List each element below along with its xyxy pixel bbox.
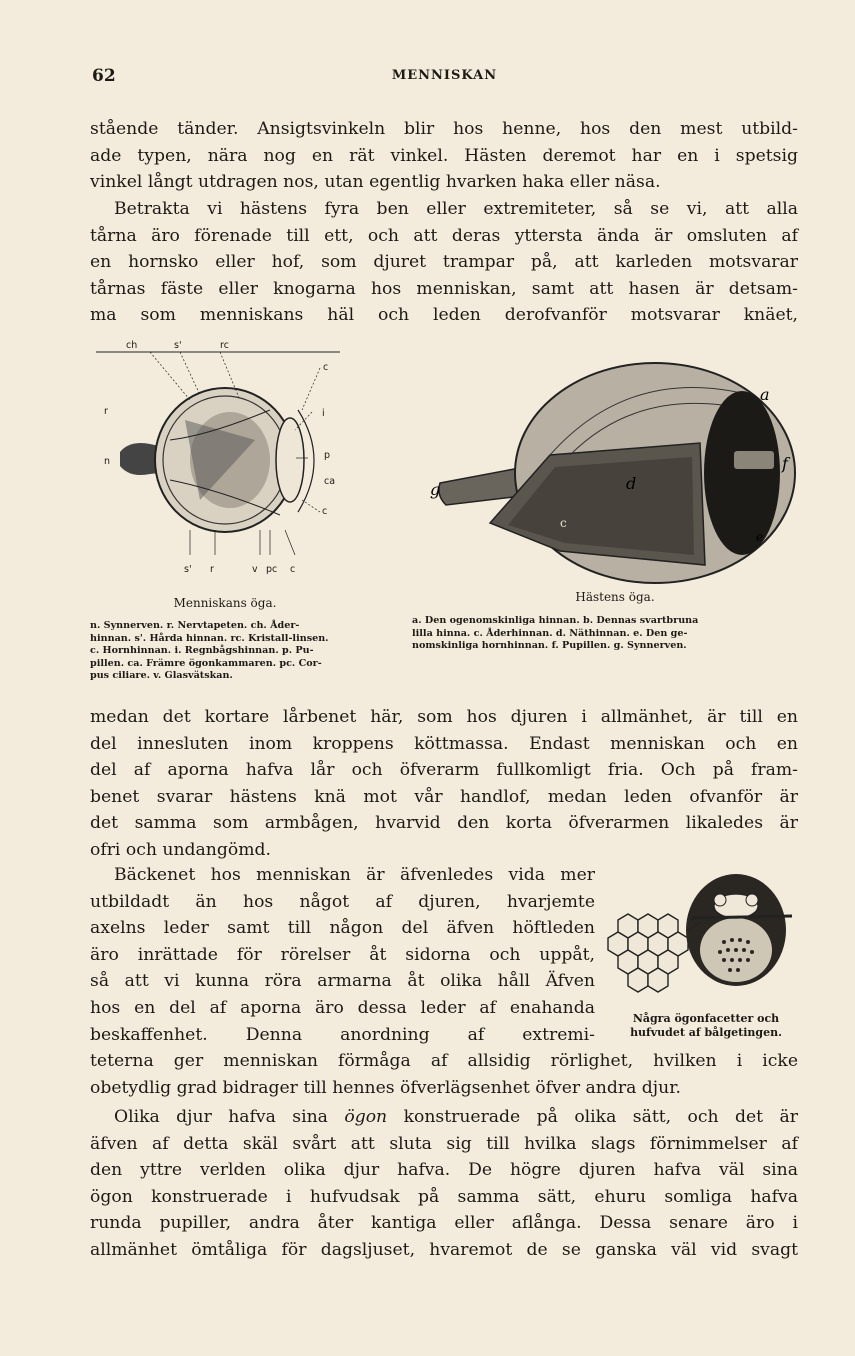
text-run: konstruerade på olika sätt, och det är	[387, 1107, 798, 1127]
figure-label: pc	[266, 564, 278, 575]
text-line: ögon konstruerade i hufvudsak på samma sätt, ehuru somliga hafva	[90, 1186, 798, 1207]
figure-label: c	[290, 564, 296, 575]
text-line: en hornsko eller hof, som djuret trampar på, att karleden motsvarar	[90, 252, 798, 273]
text-line: medan det kortare lårbenet här, som hos djuren i allmänhet, är till en	[90, 707, 798, 727]
figure-label: rc	[220, 340, 229, 351]
svg-text:d: d	[626, 474, 637, 493]
legend-line: lilla hinna. c. Åderhinnan. d. Näthinnan. e. Den ge-	[412, 627, 688, 639]
text-line: beskaffenhet. Denna anordning af extremi-	[90, 1024, 595, 1045]
horse-eye-legend	[412, 615, 807, 653]
horse-eye-figure	[430, 355, 800, 590]
human-eye-illustration	[90, 340, 350, 580]
figure-label: ca	[324, 476, 336, 487]
text-line: tårnas fäste eller knogarna hos menniskan, samt att hasen är detsam-	[90, 278, 798, 299]
insect-caption	[606, 1012, 806, 1040]
text-line: det samma som armbågen, hvarvid den korta öfverarmen likaledes är	[90, 813, 798, 834]
human-eye-caption: Menniskans öga.	[173, 596, 277, 610]
figure-label: i	[322, 408, 325, 419]
human-eye-legend	[90, 620, 410, 683]
paragraph-5	[90, 1104, 798, 1264]
legend-line: hinnan. s'. Hårda hinnan. rc. Kristall-linsen.	[90, 632, 329, 644]
text-line: del innesluten inom kroppens köttmassa. Endast menniskan och en	[90, 733, 798, 754]
text-line: vinkel långt utdragen nos, utan egentlig hvarken haka eller näsa.	[90, 172, 661, 193]
legend-line: Några ögonfacetter och	[632, 1012, 780, 1025]
paragraph-2	[90, 196, 798, 329]
legend-line: hufvudet af bålgetingen.	[630, 1026, 782, 1039]
legend-line: pillen. ca. Främre ögonkammaren. pc. Cor-	[90, 657, 322, 669]
figure-label: n	[104, 456, 111, 467]
text-line: ma som menniskans häl och leden derofvanför motsvarar knäet,	[90, 305, 798, 326]
text-run: Olika djur hafva sina	[114, 1107, 345, 1127]
text-line: ofri och undangömd.	[90, 839, 271, 860]
running-title: MENNISKAN	[391, 68, 498, 83]
text-line: stående tänder. Ansigtsvinkeln blir hos henne, hos den mest utbild-	[90, 119, 798, 139]
text-line: teterna ger menniskan förmåga af allsidig rörlighet, hvilken i icke	[90, 1051, 798, 1071]
text-line	[90, 1104, 798, 1131]
legend-line: nomskinliga hornhinnan. f. Pupillen. g. Synnerven.	[412, 640, 687, 652]
horse-eye-illustration	[430, 355, 800, 590]
text-line: hos en del af aporna äro dessa leder af enahanda	[90, 997, 595, 1018]
figure-label: r	[210, 564, 214, 575]
legend-line: pus ciliare. v. Glasvätskan.	[90, 670, 233, 682]
svg-text:g: g	[430, 480, 441, 499]
paragraph-3	[90, 704, 798, 864]
figure-label: ch	[126, 340, 138, 351]
figure-label: r	[104, 406, 108, 417]
text-line: Betrakta vi hästens fyra ben eller extremiteter, så se vi, att alla	[114, 199, 798, 219]
svg-text:f: f	[782, 454, 788, 473]
figure-label: c	[323, 362, 329, 373]
figure-label: s'	[174, 340, 182, 351]
page-header	[92, 66, 797, 94]
svg-text:a: a	[760, 385, 770, 404]
text-line: så att vi kunna röra armarna åt olika håll Äfven	[90, 971, 595, 992]
svg-text:e: e	[756, 530, 764, 544]
figure-label: s'	[184, 564, 192, 575]
text-line: den yttre verlden olika djur hafva. De högre djuren hafva väl sina	[90, 1160, 798, 1181]
text-line: äfven af detta skäl svårt att sluta sig till hvilka slags förnimmelser af	[90, 1133, 798, 1154]
text-line: Bäckenet hos menniskan är äfvenledes vida mer	[114, 865, 595, 885]
text-line: runda pupiller, andra åter kantiga eller aflånga. Dessa senare äro i	[90, 1213, 798, 1234]
text-line: ade typen, nära nog en rät vinkel. Hästen deremot har en i spetsig	[90, 145, 798, 166]
figure-label: c	[322, 506, 328, 517]
paragraph-4	[90, 862, 595, 1048]
text-line: obetydlig grad bidrager till hennes öfverlägsenhet öfver andra djur.	[90, 1077, 681, 1098]
italic-word: ögon	[344, 1107, 388, 1127]
text-line: utbildadt än hos något af djuren, hvarjemte	[90, 891, 595, 912]
insect-eye-illustration	[596, 868, 801, 1003]
text-line: tårna äro förenade till ett, och att deras yttersta ända är omsluten af	[90, 225, 798, 246]
legend-line: n. Synnerven. r. Nervtapeten. ch. Åder-	[90, 620, 300, 631]
text-line: äro inrättade för rörelser åt sidorna och uppåt,	[90, 944, 595, 965]
horse-eye-caption: Hästens öga.	[575, 590, 655, 604]
text-line: del af aporna hafva lår och öfverarm fullkomligt fria. Och på fram-	[90, 760, 798, 781]
insect-figure	[596, 868, 801, 1003]
svg-text:c: c	[560, 516, 567, 530]
paragraph-1	[90, 116, 798, 196]
human-eye-figure	[90, 340, 350, 580]
text-line: benet svarar hästens knä mot vår handlof, medan leden ofvanför är	[90, 786, 798, 807]
figure-label: v	[252, 564, 258, 575]
page-number: 62	[92, 66, 116, 86]
text-line: allmänhet ömtåliga för dagsljuset, hvaremot de se ganska väl vid svagt	[90, 1239, 798, 1260]
paragraph-4-continued	[90, 1048, 798, 1101]
legend-line: a. Den ogenomskinliga hinnan. b. Dennas svartbruna	[412, 615, 699, 626]
legend-line: c. Hornhinnan. i. Regnbågshinnan. p. Pu-	[90, 645, 314, 657]
text-line: axelns leder samt till någon del äfven höftleden	[90, 918, 595, 939]
figure-label: p	[324, 450, 331, 461]
